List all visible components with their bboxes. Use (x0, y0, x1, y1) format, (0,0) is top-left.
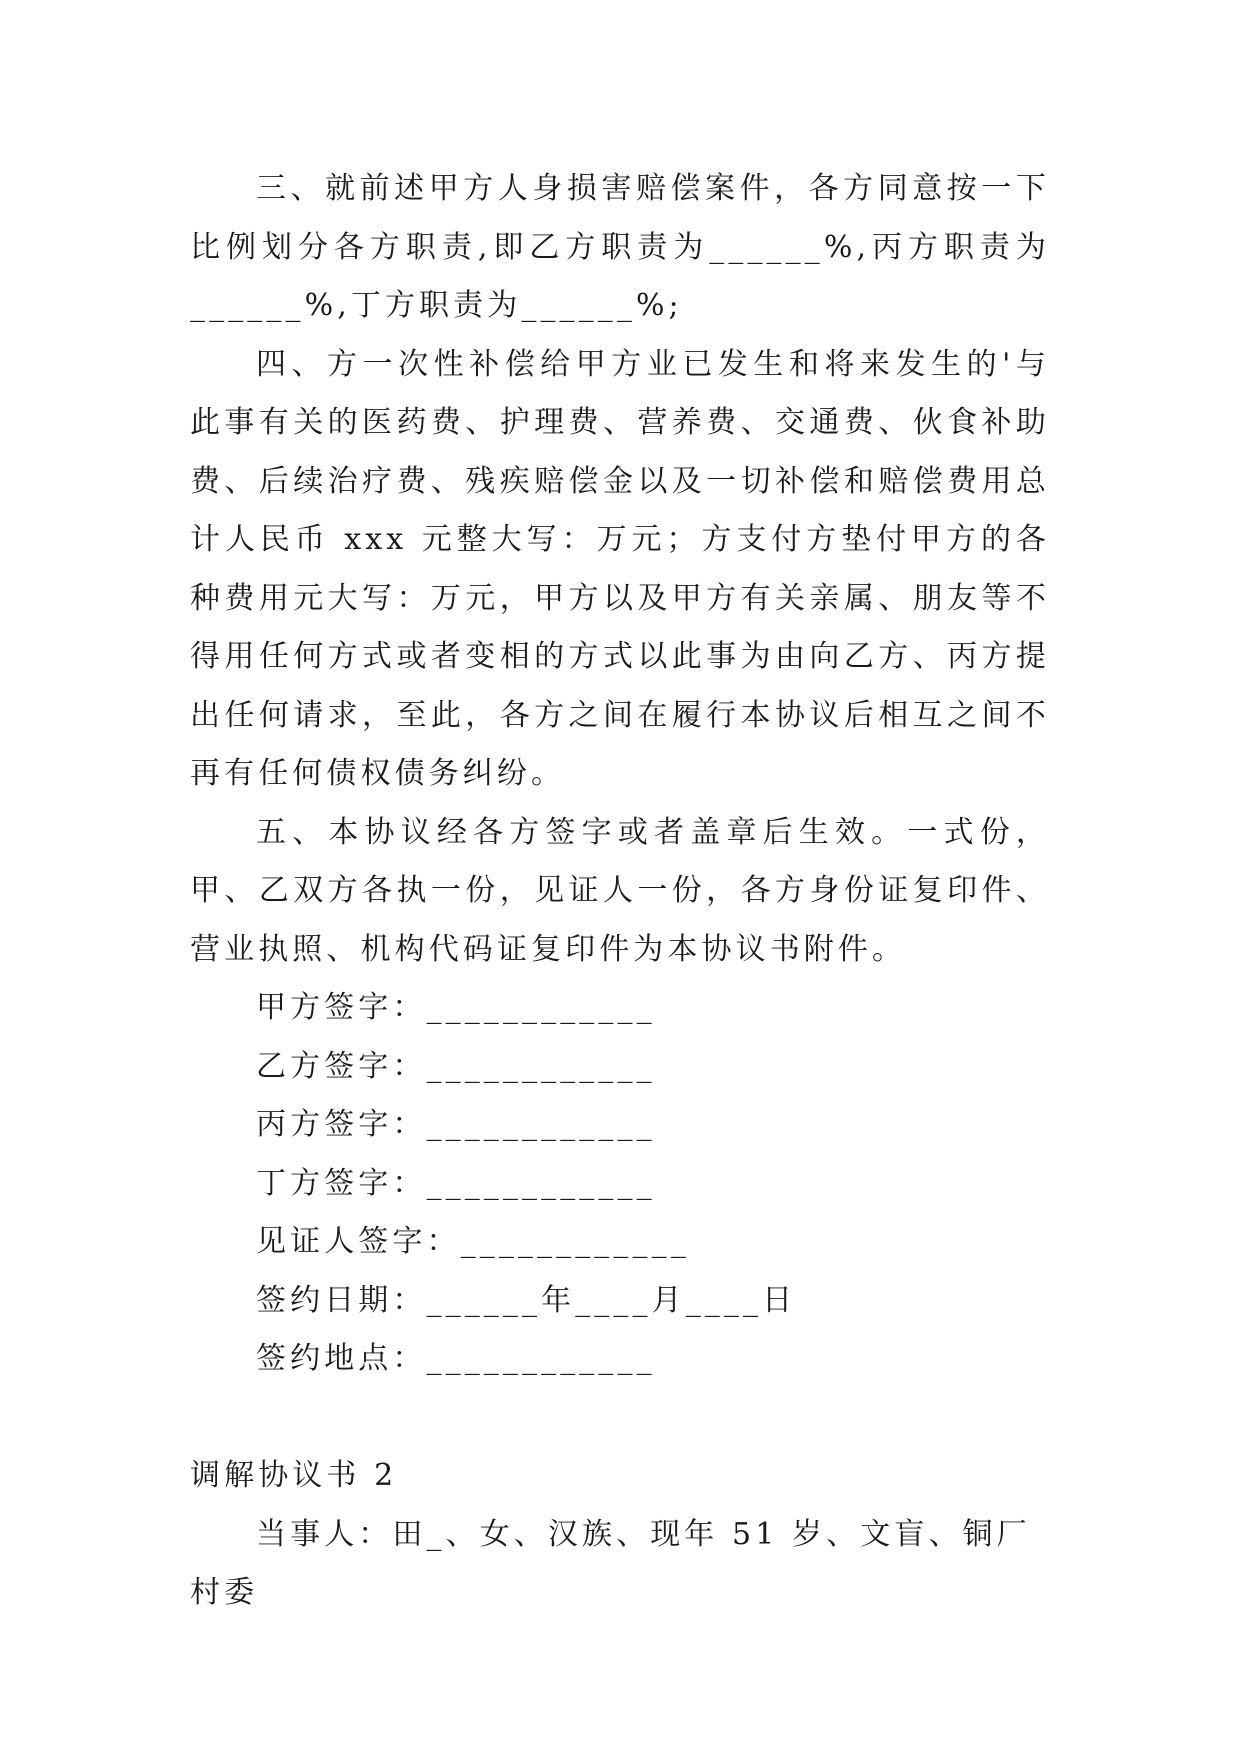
signature-party-b: 乙方签字：____________ (256, 1048, 656, 1084)
signing-place: 签约地点：____________ (256, 1341, 656, 1376)
paragraph-responsibility-ratio: 三、就前述甲方人身损害赔偿案件，各方同意按一下比例划分各方职责,即乙方职责为______%,丙方职责为______%,丁方职责为______%; (190, 171, 1050, 323)
paragraph-effectiveness: 五、本协议经各方签字或者盖章后生效。一式份，甲、乙双方各执一份，见证人一份，各方身份证复印件、营业执照、机构代码证复印件为本协议书附件。 (190, 814, 1050, 967)
signature-party-c: 丙方签字：____________ (256, 1107, 656, 1142)
paragraph-compensation: 四、方一次性补偿给甲方业已发生和将来发生的'与此事有关的医药费、护理费、营养费、交通费、伙食补助费、后续治疗费、残疾赔偿金以及一切补偿和赔偿费用总计人民币 xxx 元整大写：万元；方支付方垫付甲方的各种费用元大写：万元，甲方以及甲方有关亲属、朋友等不得用任何方式或者变相的方式以此事为由向乙方、丙方提出任何请求，至此，各方之间在履行本协议后相互之间不再有任何债权债务纠纷。 (190, 346, 1050, 791)
section-2-title: 调解协议书 2 (190, 1458, 398, 1493)
signature-party-a: 甲方签字：____________ (256, 990, 656, 1025)
signature-block (190, 979, 1050, 1389)
section-2-parties: 当事人：田_、女、汉族、现年 51 岁、文盲、铜厂村委 (190, 1516, 1031, 1610)
signature-witness: 见证人签字：____________ (256, 1224, 690, 1259)
signature-party-d: 丁方签字：____________ (256, 1165, 656, 1201)
signing-date: 签约日期：______年____月____日 (256, 1282, 797, 1318)
document-body (190, 160, 1050, 1623)
